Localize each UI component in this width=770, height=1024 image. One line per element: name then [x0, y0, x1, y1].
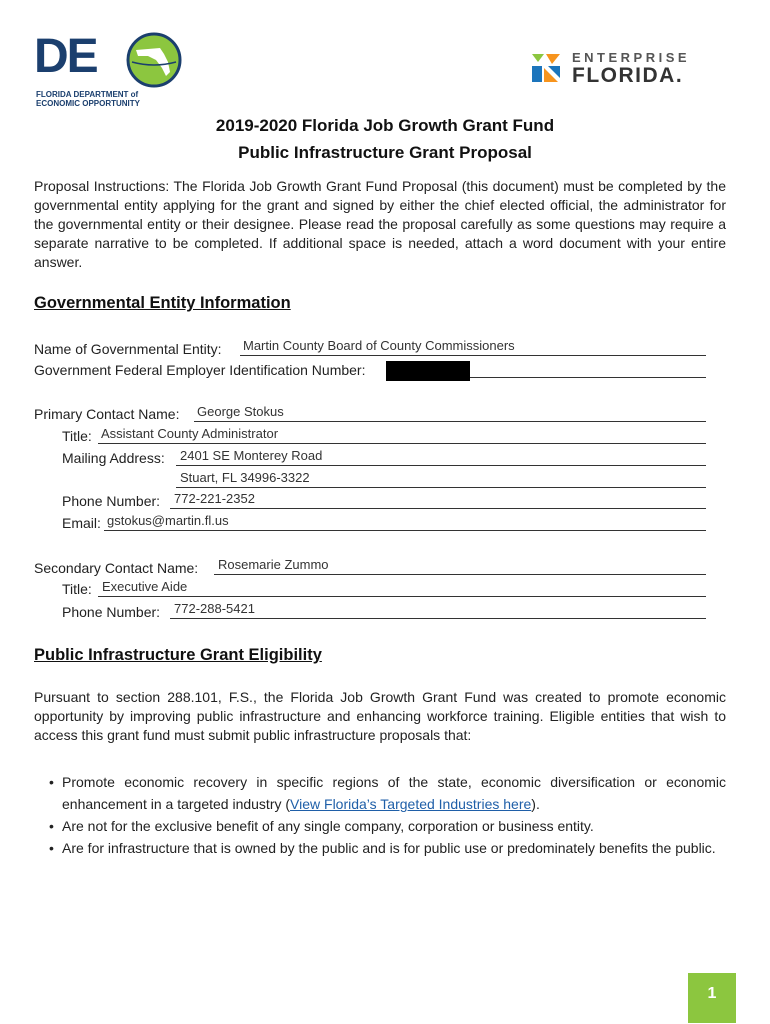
- eligibility-bullet-2-text: Are not for the exclusive benefit of any single company, corporation or business entity.: [62, 818, 594, 834]
- deo-line1: FLORIDA DEPARTMENT of: [36, 90, 139, 99]
- bullet-dot: •: [49, 818, 54, 834]
- targeted-industries-link[interactable]: View Florida’s Targeted Industries here: [290, 796, 532, 812]
- enterprise-florida-logo: [530, 50, 730, 90]
- bullet-dot: •: [49, 840, 54, 856]
- primary-title-value: Assistant County Administrator: [101, 426, 279, 441]
- primary-title-label: Title:: [62, 428, 92, 444]
- secondary-title-field[interactable]: [98, 580, 706, 597]
- deo-line2: ECONOMIC OPPORTUNITY: [36, 99, 141, 108]
- secondary-phone-label: Phone Number:: [62, 604, 161, 620]
- bullet-dot: •: [49, 774, 54, 790]
- mailing-address-line2: Stuart, FL 34996-3322: [180, 470, 310, 485]
- secondary-phone-value: 772-288-5421: [174, 601, 255, 616]
- mailing-address-label: Mailing Address:: [62, 450, 165, 466]
- eligibility-bullet-1: [49, 771, 726, 815]
- email-value: gstokus@martin.fl.us: [107, 513, 229, 528]
- primary-contact-name-label: Primary Contact Name:: [34, 406, 180, 422]
- primary-contact-name-value: George Stokus: [197, 404, 284, 419]
- fein-redaction: [386, 361, 470, 381]
- eligibility-paragraph: Pursuant to section 288.101, F.S., the Florida Job Growth Grant Fund was created to promote economic opportunity by improving public infrastructure and enhancing workforce training. Eligible entities that wish to access this grant fund must submit public infrastructure proposals that:: [34, 689, 726, 743]
- fein-label: Government Federal Employer Identification Number:: [34, 362, 366, 378]
- proposal-instructions: Proposal Instructions: The Florida Job Growth Grant Fund Proposal (this document) must be completed by the governmental entity applying for the grant and signed by either the chief elected official, the administrator for the governmental entity or their designee. Please read the proposal carefully as some questions may require a separate narrative to be completed. If additional space is needed, attach a word document with your entire answer.: [34, 178, 726, 270]
- primary-phone-value: 772-221-2352: [174, 491, 255, 506]
- page-title-line1: 2019-2020 Florida Job Growth Grant Fund: [215, 116, 555, 135]
- florida-globe-icon: [126, 32, 182, 88]
- eligibility-bullet-1-text: Promote economic recovery in specific regions of the state, economic diversification or economic enhancement in a targeted industry (: [62, 774, 726, 812]
- secondary-contact-name-value: Rosemarie Zummo: [218, 557, 329, 572]
- eligibility-bullet-3-text: Are for infrastructure that is owned by the public and is for public use or predominately benefits the public.: [62, 840, 716, 856]
- ef-logo-top-text: ENTERPRISE: [572, 50, 691, 65]
- deo-logo-subtitle: [36, 90, 140, 108]
- eligibility-bullet-2: [49, 815, 726, 837]
- secondary-title-value: Executive Aide: [102, 579, 188, 594]
- fein-field[interactable]: [470, 361, 706, 378]
- eligibility-bullet-3: [49, 837, 726, 859]
- secondary-contact-name-label: Secondary Contact Name:: [34, 560, 199, 576]
- page-number-badge: 1: [688, 973, 736, 1023]
- page-title-line2: Public Infrastructure Grant Proposal: [238, 143, 532, 162]
- entity-name-value: Martin County Board of County Commissioners: [243, 338, 515, 353]
- ef-logo-bottom-text: FLORIDA.: [572, 64, 684, 87]
- secondary-title-label: Title:: [62, 581, 92, 597]
- entity-section-heading: Governmental Entity Information: [34, 294, 291, 312]
- primary-phone-label: Phone Number:: [62, 493, 161, 509]
- eligibility-section-heading: Public Infrastructure Grant Eligibility: [34, 646, 322, 664]
- mailing-address-line1: 2401 SE Monterey Road: [180, 448, 323, 463]
- email-label: Email:: [62, 515, 101, 531]
- entity-name-label: Name of Governmental Entity:: [34, 341, 222, 357]
- deo-logo-letters: DE: [34, 30, 97, 83]
- enterprise-florida-mark-icon: [530, 52, 562, 84]
- deo-logo: [34, 32, 168, 110]
- eligibility-bullet-1-end: ).: [531, 796, 540, 812]
